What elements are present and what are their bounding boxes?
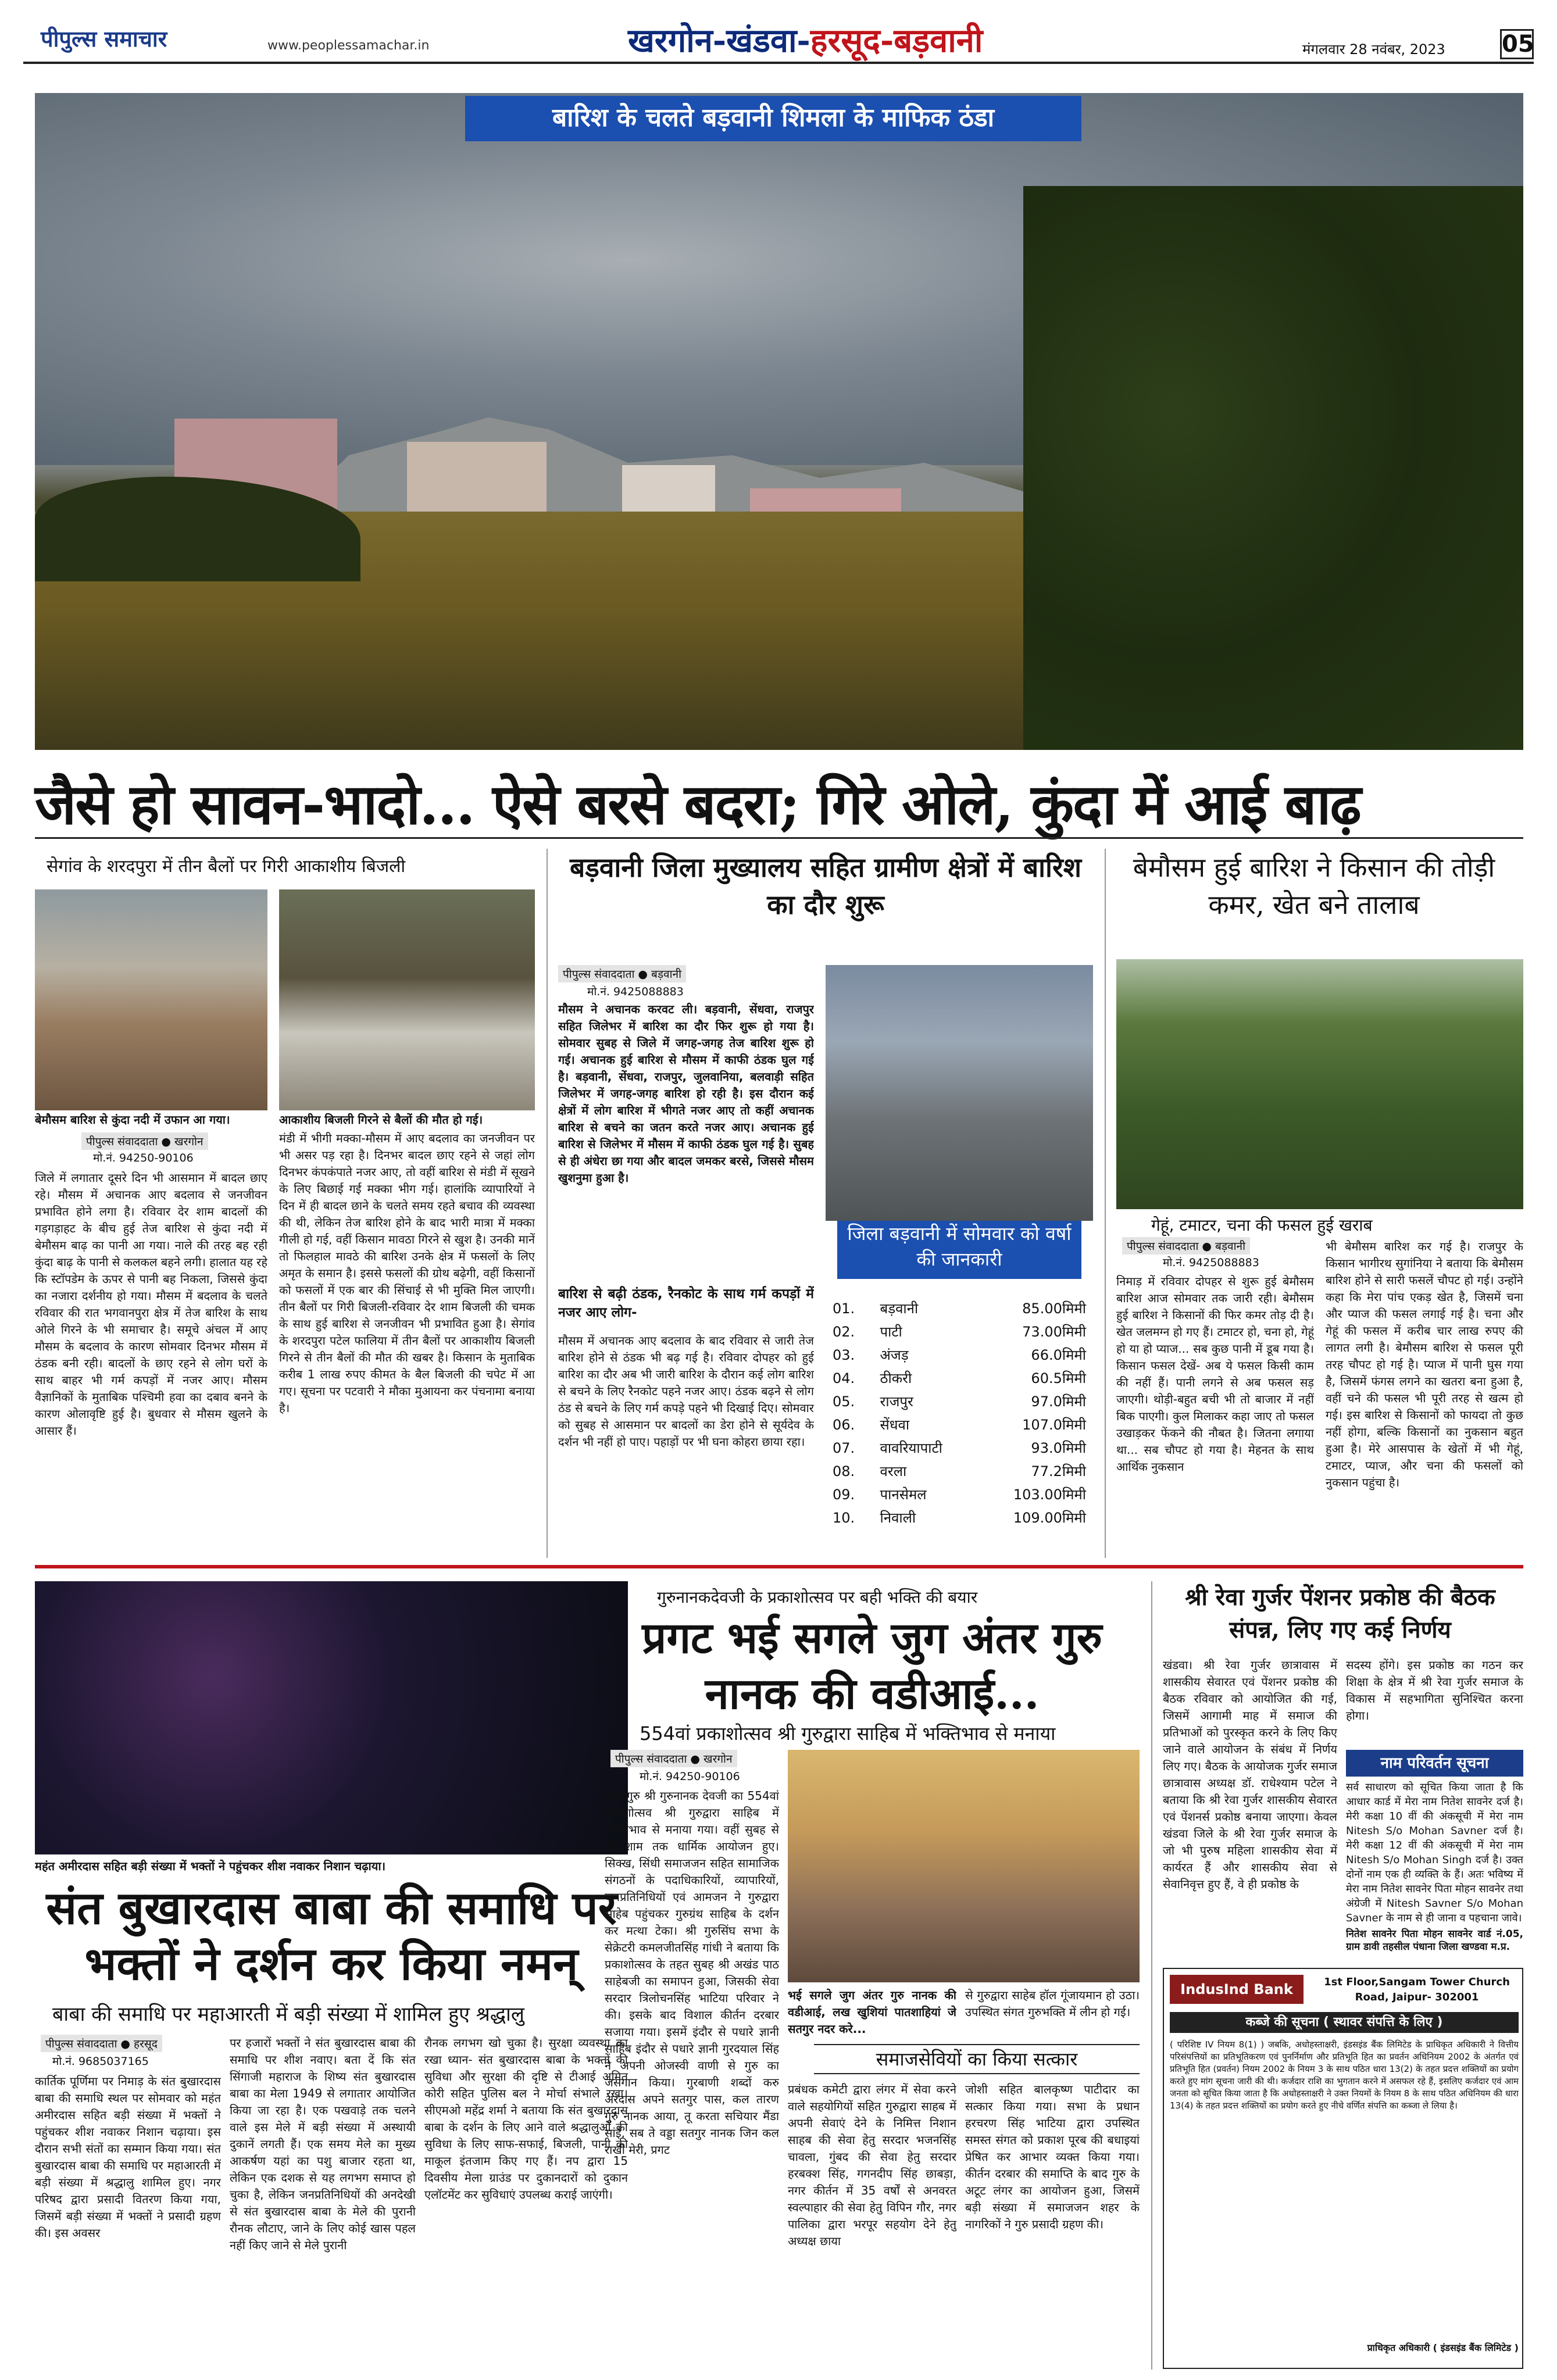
rain-value: 77.2मिमी (1031, 1463, 1086, 1480)
region-a: खरगोन-खंडवा- (628, 22, 810, 60)
website-url[interactable]: www.peoplessamachar.in (267, 38, 430, 53)
rainfall-row (827, 1391, 1092, 1413)
right-col-1: निमाड़ में रविवार दोपहर से शुरू हुई बेमौसम बारिश आज सोमवार तक जारी रही। बेमौसम हुई बारिश ने किसानों की फिर कमर तोड़ दी है। खेत जलमग्न हो गए हैं। टमाटर हो, चना हो, गेहूं हो या हो प्याज... सब कुछ पानी में डूब गया है। किसान फसल देखें- अब ये फसल किसी काम की नहीं हैं। पानी लगने से अब फसल सड़ जाएगी। थोड़ी-बहुत बची भी तो बाजार में नहीं बिक पाएगी। कुल मिलाकर कहा जाए तो फसल उखाड़कर फेंकने की नौबत है। जितना लगाया था... सब चौपट हो गया है। मेहनत के साथ आर्थिक नुकसान (1116, 1274, 1314, 1474)
center-body-2: मौसम में अचानक आए बदलाव के बाद रविवार से जारी तेज बारिश होने से ठंडक भी बढ़ गई है। रविवार दोपहर को हुई बारिश का दौर अब भी जारी बारिश के दौरान कई लोग बारिश से बचने के लिए रैनकोट पहने नजर आए। ठंडक बढ़ने से लोग ठंड से बचने के लिए गर्म कपड़े पहने भी दिखाई दिए। सोमवार को सुबह से आसमान पर बादलों का डेरा होने से सूर्यदेव के दर्शन भी नहीं हो पाए। पहाड़ों पर भी घना कोहरा छाया रहा। (558, 1334, 814, 1449)
rain-value: 93.0मिमी (1031, 1440, 1086, 1456)
masthead (23, 12, 1534, 64)
rain-place: निवाली (880, 1510, 916, 1526)
bank-notice (1163, 1968, 1523, 2369)
rain-serial: 10. (833, 1510, 855, 1526)
rain-serial: 08. (833, 1463, 855, 1480)
rainfall-row (827, 1367, 1092, 1389)
guru-col-2: से गुरुद्वारा साहेब हॉल गूंजायमान हो उठा। उपस्थित संगत गुरुभक्ति में लीन हो गई। (965, 1988, 1140, 2019)
center-byline: पीपुल्स संवाददाता ● बड़वानी (558, 965, 686, 982)
rain-place: वरला (880, 1463, 907, 1480)
rainfall-row (827, 1507, 1092, 1529)
rain-value: 107.0मिमी (1022, 1417, 1086, 1433)
guru-subtitle: 554वां प्रकाशोत्सव श्री गुरुद्वारा साहिब में भक्तिभाव से मनाया (640, 1723, 1056, 1745)
right-mobile: मो.नं. 9425088883 (1163, 1256, 1259, 1269)
rain-value: 73.00मिमी (1022, 1324, 1086, 1340)
divider (35, 837, 1523, 839)
rain-value: 103.00मिमी (1013, 1486, 1086, 1503)
left-byline: पीपुल्स संवाददाता ● खरगोन (81, 1132, 208, 1150)
issue-date: मंगलवार 28 नवंबर, 2023 (1302, 41, 1445, 58)
right-title: बेमौसम हुई बारिश ने किसान की तोड़ी कमर, खेत बने तालाब (1133, 852, 1495, 920)
bank-footer: प्राधिकृत अधिकारी ( इंडसइंड बैंक लिमिटेड ) (1367, 2342, 1519, 2353)
guru-byline: पीपुल्स संवाददाता ● खरगोन (610, 1750, 737, 1767)
left-caption-2: आकाशीय बिजली गिरने से बैलों की मौत हो गई। (279, 1113, 483, 1127)
rainfall-row (827, 1460, 1092, 1482)
rainfall-table (826, 1296, 1093, 1530)
right-byline: पीपुल्स संवाददाता ● बड़वानी (1122, 1237, 1250, 1255)
name-change-title: नाम परिवर्तन सूचना (1346, 1750, 1523, 1777)
guru-col-3: प्रबंधक कमेटी द्वारा लंगर में सेवा करने वाले सहयोगियों सहित गुरुद्वारा साहब में अपनी सेवाएं देने के निमित्त निशान साहब की सेवा हेतु सरदार भजनसिंह चावला, गुंबद की सेवा हेतु सरदार हरबक्श सिंह, गगनदीप सिंह छाबड़ा, नगर कीर्तन में 35 वर्षों से अनवरत स्वल्पाहार की सेवा हेतु विपिन गौर, नगर पालिका द्वारा भरपूर सहयोग देने हेतु अध्यक्ष छाया (788, 2082, 956, 2248)
rainfall-row (827, 1321, 1092, 1343)
center-mobile: मो.नं. 9425088883 (587, 985, 684, 998)
section-divider (35, 1565, 1523, 1568)
rainfall-row (827, 1298, 1092, 1320)
left-col-1: जिले में लगातार दूसरे दिन भी आसमान में बादल छाए रहे। मौसम में अचानक आए बदलाव से जनजीवन प्रभावित होने लगा है। रविवार देर शाम बादलों की गड़गड़ाहट के बीच हुई तेज बारिश से कुंदा नदी में बेमौसम बाढ़ का पानी आ गया। नाले की तरह बह रही कुंदा बाढ़ के पानी से कलकल बहने लगी। हालात यह रहे कि स्टॉपडेम के ऊपर से पानी बह निकला, जिससे कुंदा का नजारा दर्शनीय हो गया। मौसम में बदलाव के चलते रविवार की रात भगवानपुरा क्षेत्र में तेज बारिश के साथ ओले गिरने के भी समाचार है। समूचे अंचल में आए मौसम के बदलाव के कारण सोमवार दिनभर मौसम में ठंडक बनी रही। बादलों के छाए रहने से लोग घरों के साथ बाहर भी गर्म कपड़ों में नजर आए। मौसम वैज्ञानिकों के मुताबिक पश्चिमी हवा का दबाव बनने के कारण ओलावृष्टि हुई है। बुधवार से मौसम खुलने के आसार हैं। (35, 1171, 267, 1438)
gurjar-title: श्री रेवा गुर्जर पेंशनर प्रकोष्ठ की बैठक संपन्न, लिए गए कई निर्णय (1185, 1584, 1495, 1643)
left-mobile: मो.नं. 94250-90106 (93, 1152, 194, 1164)
rain-serial: 03. (833, 1347, 855, 1363)
rain-value: 97.0मिमी (1031, 1393, 1086, 1410)
rain-serial: 05. (833, 1393, 855, 1410)
guru-col-4: जोशी सहित बालकृष्ण पाटीदार का सत्कार किया गया। सभा के प्रधान हरचरण सिंह भाटिया द्वारा उपस्थित समस्त संगत को प्रकाश पूरब की बधाइयां प्रेषित कर आभार व्यक्त किया गया। कीर्तन दरबार की समाप्ति के बाद गुरु के अटूट लंगर का आयोजन हुआ, जिसमें बड़ी संख्या में समाजजन शहर के नागरिकों ने गुरु प्रसादी ग्रहण की। (965, 2082, 1140, 2231)
rain-value: 109.00मिमी (1013, 1510, 1086, 1526)
center-subhead: बारिश से बढ़ी ठंडक, रैनकोट के साथ गर्म कपड़ों में नजर आए लोग- (558, 1287, 814, 1320)
damaged-crop-photo (1116, 959, 1523, 1209)
center-title: बड़वानी जिला मुख्यालय सहित ग्रामीण क्षेत्रों में बारिश का दौर शुरू (569, 852, 1082, 920)
rain-place: ठीकरी (880, 1370, 912, 1386)
rain-value: 60.5मिमी (1031, 1370, 1086, 1386)
rain-street-photo (826, 965, 1093, 1221)
rain-data-title: जिला बड़वानी में सोमवार को वर्षा की जानकारी (837, 1221, 1081, 1279)
rain-place: राजपुर (880, 1393, 913, 1410)
rain-serial: 02. (833, 1324, 855, 1340)
rainfall-row (827, 1414, 1092, 1436)
rain-place: वावरियापाटी (880, 1440, 942, 1456)
gurjar-col-1: खंडवा। श्री रेवा गुर्जर छात्रावास में शासकीय सेवारत एवं पेंशनर प्रकोष्ठ की बैठक रविवार को आयोजित की गई, जिसमें आगामी माह में समाज की प्रतिभाओं को पुरस्कृत करने के लिए किए जाने वाले आयोजन के संबंध में निर्णय लिए गए। बैठक के आयोजक गुर्जर समाज छात्रावास अध्यक्ष डॉ. राधेश्याम पटेल ने बताया कि श्री रेवा गुर्जर शासकीय सेवारत एवं पेंशनर्स प्रकोष्ठ बनाया जाएगा। केवल खंडवा जिले के श्री रेवा गुर्जर समाज के जो भी पुरुष महिला शासकीय सेवा में कार्यरत हैं और शासकीय सेवा से सेवानिवृत्त हुए हैं, वे ही प्रकोष्ठ के (1163, 1658, 1337, 1891)
edition-region (628, 17, 983, 62)
page-number: 05 (1500, 29, 1534, 59)
dead-bulls-photo (279, 889, 535, 1110)
rainfall-row (827, 1484, 1092, 1506)
name-change-text: सर्व साधारण को सूचित किया जाता है कि आधार कार्ड में मेरा नाम नितेश सावनेर दर्ज है। मेरी कक्षा 10 वीं की अंकसूची में मेरा नाम Nitesh S/o Mohan Savner दर्ज है। मेरी कक्षा 12 वीं की अंकसूची में मेरा नाम Nitesh S/o Mohan Singh दर्ज है। उक्त दोनों नाम एक ही व्यक्ति के हैं। अतः भविष्य में मेरा नाम नितेश सावनेर पिता मोहन सावनेर तथा अंग्रेजी में Nitesh Savner S/o Mohan Savner के नाम से ही जाना व पहचाना जावे। (1346, 1781, 1523, 1924)
guru-photo-caption: भई सगले जुग अंतर गुरु नानक की वडीआई, लख खुशियां पातशाहियां जे सतगुर नदर करे... (788, 1988, 956, 2036)
rain-serial: 07. (833, 1440, 855, 1456)
left-col-2: मंडी में भीगी मक्का-मौसम में आए बदलाव का जनजीवन पर भी असर पड़ रहा है। दिनभर बादल छाए रहने से जहां लोग दिनभर कंपकंपाते नजर आए, तो वहीं बारिश से मंडी में सूखने के लिए बिछाई गई मक्का भीग गई। हालांकि व्यापारियों ने दिन में ही बादल छाने के चलते समय रहते बचाव की व्यवस्था की थी, लेकिन तेज बारिश होने के बाद भारी मात्रा में मक्का गीली हो गई, वहीं किसान मावठा गिरने से खुश है। उनकी मानें तो फिलहाल मावठे की बारिश उनके क्षेत्र में फसलों के लिए अमृत के समान है। इससे फसलों की ग्रोथ बढ़ेगी, वहीं किसानों को फसलों में एक बार की सिंचाई से भी मुक्ति मिल जाएगी। तीन बैलों पर गिरी बिजली-रविवार देर शाम बिजली की चमक के साथ हुई बारिश से जनजीवन भी प्रभावित हुआ है। सेगांव के शरदपुरा पटेल फालिया में तीन बैलों पर आकाशीय बिजली गिरने से तीन बैलों की मौत की खबर है। किसान के मुताबिक करीब 1 लाख रुपए कीमत के बैल बिजली की चपेट में आ गए। सूचना पर पटवारी ने मौका मुआयना कर पंचनामा बनाया है। (279, 1131, 535, 1415)
center-body-1: मौसम ने अचानक करवट ली। बड़वानी, सेंधवा, राजपुर सहित जिलेभर में बारिश का दौर फिर शुरू हो गया है। सोमवार सुबह से जिले में जगह-जगह तेज बारिश शुरू हो गई। अचानक हुई बारिश से मौसम में काफी ठंडक घुल गई है। बड़वानी, सेंधवा, राजपुर, जुलवानिया, बलवाड़ी सहित जिलेभर में जगह-जगह बारिश हो रही है। इस दौरान कई क्षेत्रों में लोग बारिश में भीगते नजर आए तो कहीं अचानक बारिश से बचने का जतन करते नजर आए। अचानक हुई बारिश से जिलेभर में मौसम में काफी ठंडक घुल गई है। सुबह से ही अंधेरा छा गया और बादल जमकर बरसे, जिससे मौसम खुशनुमा हुआ है। (558, 1002, 814, 1185)
rain-place: पानसेमल (880, 1486, 927, 1503)
samadhi-title: संत बुखारदास बाबा की समाधि पर भक्तों ने दर्शन कर किया नमन् (46, 1882, 617, 1991)
samadhi-col-1: कार्तिक पूर्णिमा पर निमाड़ के संत बुखारदास बाबा की समाधि स्थल पर सोमवार को महंत अमीरदास सहित बड़ी संख्या में भक्तों ने पहुंचकर शीश नवाकर निशान चढ़ाया। इस दौरान सभी संतों का सम्मान किया गया। संत बुखारदास बाबा की समाधि पर महाआरती में बड़ी संख्या में श्रद्धालु शामिल हुए। नगर परिषद द्वारा प्रसादी वितरण किया गया, जिसमें बड़ी संख्या में भक्तों ने प्रसादी ग्रहण की। इस अवसर (35, 2074, 221, 2240)
samadhi-subtitle: बाबा की समाधि पर महाआरती में बड़ी संख्या में शामिल हुए श्रद्धालु (52, 2003, 524, 2026)
rain-serial: 06. (833, 1417, 855, 1433)
region-b: हरसूद-बड़वानी (810, 22, 983, 60)
bank-address: 1st Floor,Sangam Tower Church Road, Jaipur- 302001 (1324, 1976, 1510, 2003)
rain-serial: 09. (833, 1486, 855, 1503)
right-caption: गेहूं, टमाटर, चना की फसल हुई खराब (1151, 1216, 1373, 1235)
rain-value: 66.0मिमी (1031, 1347, 1086, 1363)
samadhi-mobile: मो.नं. 9685037165 (52, 2055, 149, 2068)
samadhi-col-3: रौनक लगभग खो चुका है। सुरक्षा व्यवस्था का रखा ध्यान- संत बुखारदास बाबा के भक्तों की सुविधा और सुरक्षा की दृष्टि से टीआई अमित कोरी सहित पुलिस बल ने मोर्चा संभाले रखा। सीएमओ महेंद्र शर्मा ने बताया कि संत बुखारदास बाबा के दर्शन के लिए आने वाले श्रद्धालुओं की सुविधा के लिए साफ-सफाई, बिजली, पानी की माकूल इंतजाम किए गए हैं। नप द्वारा 15 दिवसीय मेला ग्राउंड पर दुकानदारों को दुकान एलॉटमेंट कर सुविधाएं उपलब्ध कराई जाएंगी। (424, 2036, 628, 2202)
river-flood-photo (35, 889, 267, 1110)
samadhi-col-2: पर हजारों भक्तों ने संत बुखारदास बाबा की समाधि पर शीश नवाए। बता दें कि संत सिंगाजी महाराज के शिष्य संत बुखारदास बाबा का मेला 1949 से लगातार आयोजित किया जा रहा है। एक पखवाड़े तक चलने वाले इस मेले में बड़ी संख्या में अस्थायी दुकानें लगती हैं। एक समय मेले का मुख्य आकर्षण यहां का पशु बाजार रहता था, लेकिन एक दशक से यह लगभग समाप्त हो चुका है, लेकिन जनप्रतिनिधियों की अनदेखी से संत बुखारदास बाबा के मेले की पुरानी रौनक लौटाए, जाने के लिए कोई खास पहल नहीं किए जाने से मेले पुरानी (230, 2036, 416, 2252)
rainfall-row (827, 1344, 1092, 1366)
gurudwara-photo (788, 1750, 1140, 1982)
guru-col-1: जगतगुरु श्री गुरुनानक देवजी का 554वां प्रकाशोत्सव श्री गुरुद्वारा साहिब में भक्तिभाव से मनाया गया। वहीं सुबह से देर शाम तक धार्मिक आयोजन हुए। सिक्ख, सिंधी समाजजन सहित सामाजिक संगठनों के पदाधिकारियों, व्यापारियों, जनप्रतिनिधियों एवं आमजन ने गुरुद्वारा साहेब पहुंचकर गुरुग्रंथ साहिब के दर्शन कर मत्था टेका। श्री गुरुसिंघ सभा के सेक्रेटरी कमलजीतसिंह गांधी ने बताया कि प्रकाशोत्सव के तहत सुबह श्री अखंड पाठ साहेबजी का समापन हुआ, जिसकी सेवा सरदार त्रिलोचनसिंह भाटिया परिवार ने की। इसके बाद विशाल कीर्तन दरबार सजाया गया। इसमें इंदौर से पधारे ज्ञानी साहिब इंदौर से पधारे ज्ञानी गुरदयाल सिंह ने अपनी ओजस्वी वाणी से गुरु का जसगान किया। गुरबाणी शब्दों करु अरदास अपने सतगुर पास, कल तारण गुरु नानक आया, तू करता सचियार मैंडा सांई, सब ते वड्डा सतगुर नानक जिन कल राखी मेरी, प्रगट (605, 1789, 779, 2157)
bank-notice-title: कब्जे की सूचना ( स्थावर संपत्ति के लिए ) (1170, 2012, 1519, 2033)
guru-mobile: मो.नं. 94250-90106 (640, 1770, 740, 1783)
rainfall-row (827, 1437, 1092, 1459)
name-change-sign: नितेश सावनेर पिता मोहन सावनेर वार्ड नं.05, ग्राम डावी तहसील पंधाना जिला खण्डवा म.प्र. (1346, 1928, 1523, 1953)
main-headline: जैसे हो सावन-भादो... ऐसे बरसे बदरा; गिरे ओले, कुंदा में आई बाढ़ (35, 771, 1360, 837)
rain-value: 85.00मिमी (1022, 1300, 1086, 1317)
left-subhead: सेगांव के शरदपुरा में तीन बैलों पर गिरी आकाशीय बिजली (47, 856, 406, 877)
right-col-2: भी बेमौसम बारिश कर गई है। राजपुर के किसान भागीरथ सुगांनिया ने बताया कि बेमौसम बारिश होने से सारी फसलें चौपट हो गई। उन्होंने कहा कि मेरा पांच एकड़ खेत है, जिसमें चना और प्याज की फसल लगाई गई है। चना और गेहूं की फसल में करीब चार लाख रुपए की लागत लगी है। बेमौसम बारिश से फसल पूरी तरह चौपट हो गई है। प्याज में पानी घुस गया है, जिसमें फंगस लगने का खतरा बना हुआ है, वहीं चने की फसल भी पूरी तरह से खत्म हो गई। इस बारिश से किसानों को फायदा तो कुछ नहीं होगा, बल्कि किसानों का नुकसान बहुत हुआ है। मेरे आसपास के खेतों में भी गेहूं, टमाटर, प्याज, और चना की फसलों को नुकसान पहुंचा है। (1326, 1239, 1523, 1489)
bank-notice-text: ( परिशिष्ट IV नियम 8(1) ) जबकि, अधोहस्ताक्षरी, इंडसइंड बैंक लिमिटेड के प्राधिकृत अधिकारी ने वित्तीय परिसंपत्तियों का प्रतिभूतिकरण एवं पुनर्निर्माण और प्रतिभूति हित का प्रवर्तन अधिनियम 2002 के अंतर्गत एवं प्रतिभूति हित (प्रवर्तन) नियम 2002 के नियम 3 के साथ पठित धारा 13(2) के तहत प्रदत्त शक्तियों का प्रयोग करते हुए मांग सूचना जारी की थी। कर्जदार राशि का भुगतान करने में असफल रहे हैं, इसलिए कर्जदार एवं आम जनता को सूचित किया जाता है कि अधोहस्ताक्षरी ने उक्त नियमों के नियम 8 के साथ पठित अधिनियम की धारा 13(4) के तहत प्रदत्त शक्तियों का प्रयोग करते हुए नीचे वर्णित संपत्ति का कब्जा ले लिया है। (1170, 2039, 1519, 2111)
bank-logo: IndusInd Bank (1170, 1975, 1304, 2004)
rain-place: बड़वानी (880, 1300, 919, 1317)
samadhi-caption: महंत अमीरदास सहित बड़ी संख्या में भक्तों ने पहुंचकर शीश नवाकर निशान चढ़ाया। (35, 1859, 386, 1873)
rain-serial: 04. (833, 1370, 855, 1386)
rain-place: पाटी (880, 1324, 902, 1340)
guru-kicker: गुरुनानकदेवजी के प्रकाशोत्सव पर बही भक्ति की बयार (657, 1588, 978, 1607)
left-caption-1: बेमौसम बारिश से कुंदा नदी में उफान आ गया। (35, 1113, 230, 1127)
samadhi-photo (35, 1581, 628, 1854)
rain-serial: 01. (833, 1300, 855, 1317)
rain-place: सेंधवा (880, 1417, 910, 1433)
guru-sub2: समाजसेवियों का किया सत्कार (814, 2044, 1140, 2074)
guru-title: प्रगट भई सगले जुग अंतर गुरु नानक की वडीआई... (642, 1613, 1102, 1719)
gurjar-col-2: सदस्य होंगे। इस प्रकोष्ठ का गठन कर शिक्षा के क्षेत्र में श्री रेवा गुर्जर समाज के विकास में सहभागिता सुनिश्चित करना होगा। (1346, 1658, 1523, 1723)
rain-place: अंजड़ (880, 1347, 909, 1363)
samadhi-byline: पीपुल्स संवाददाता ● हरसूद (41, 2035, 162, 2052)
hero-banner: बारिश के चलते बड़वानी शिमला के माफिक ठंडा (465, 96, 1081, 141)
hero-photo (35, 93, 1523, 750)
newspaper-logo: पीपुल्स समाचार (41, 26, 167, 52)
